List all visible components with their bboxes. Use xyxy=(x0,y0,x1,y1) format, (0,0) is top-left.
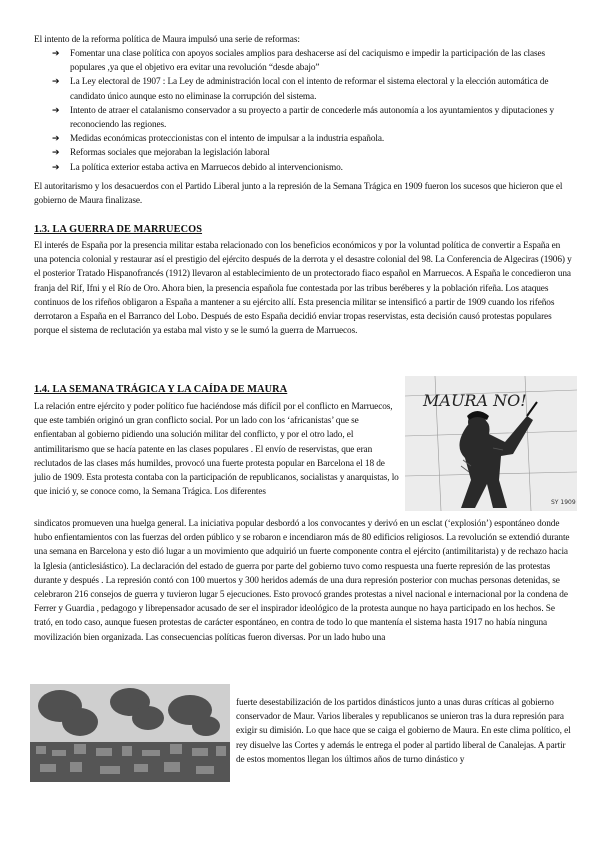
list-item: ➔ Reformas sociales que mejoraban la legislación laboral xyxy=(52,146,574,160)
maura-no-cartoon-image xyxy=(405,376,577,511)
right-arrow-icon: ➔ xyxy=(52,49,60,59)
outro-paragraph: El autoritarismo y los desacuerdos con el Partido Liberal junto a la represión de la Semana Trágica en 1909 fueron los sucesos que hicieron que el gobierno de Maura finalizase. xyxy=(34,182,563,207)
section-heading-semana-tragica: 1.4. LA SEMANA TRÁGICA Y LA CAÍDA DE MAURA xyxy=(34,384,288,395)
list-item: ➔ La política exterior estaba activa en Marruecos debido al intervencionismo. xyxy=(52,161,574,175)
right-arrow-icon: ➔ xyxy=(52,148,60,159)
right-arrow-icon: ➔ xyxy=(52,105,60,116)
section-heading-marruecos: 1.3. LA GUERRA DE MARRUECOS xyxy=(34,224,203,235)
right-arrow-icon: ➔ xyxy=(52,134,60,145)
reforms-list xyxy=(52,47,574,175)
list-item: ➔ Medidas económicas proteccionistas con el intento de impulsar a la industria española. xyxy=(52,132,574,146)
list-item: ➔ La Ley electoral de 1907 : La Ley de administración local con el intento de reformar el sistema electoral y la elección automática de candidato único aunque esto no eliminase la corrupción del sistema. xyxy=(52,77,549,102)
semana-tragica-paragraph-2: sindicatos promueven una huelga general. La iniciativa popular desbordó a los convocantes y derivó en un esclat (‘explosión’) espontáneo donde hubo enfientamientos con las fuerzas del orden público y se robaron e incendiaron más de 80 edificios religiosos. La revolución se extendió durante una semana en Barcelona y esto dió lugar a un movimiento que adquirió un fuerte componente contra el ejército (antimilitarista) y de rechazo hacia la Iglesia (anticlesiástico). La declaración del estado de guerra por parte del gobierno tuvo como respuesta una fuerte represión de las protestas durante y después . La represión contó con 100 muertos y 300 heridos además de una dura represión posterior con muchas personas detenidas, se celebraron 216 consejos de guerra y tuvieron lugar 5 ejecuciones. Esto provocó grandes protestas a nivel nacional e internacional por la condena de Ferrer y Guardia , pedagogo y librepensador acusado de ser el inspirador ideológico de la protesta aunque no haya participado en los hechos. Se trató, en todo caso, aunque fuesen protestas de carácter espontáneo, en contra de todo lo que mantenía el sistema hasta 1917 no había ninguna movilización bien organizada. Las consecuencias políticas fueron diversas. Por un lado hubo una xyxy=(34,519,570,643)
list-item: ➔ Intento de atraer el catalanismo conservador a su proyecto a partir de concederle más autonomía a los ayuntamientos y diputaciones y reconociendo las regiones. xyxy=(52,105,554,131)
right-arrow-icon: ➔ xyxy=(52,162,60,173)
intro-paragraph: El intento de la reforma política de Maura impulsó una serie de reformas: xyxy=(34,35,300,45)
marruecos-paragraph: El interés de España por la presencia militar estaba relacionado con los beneficios económicos y por la voluntad política de convertir a España en una potencia colonial y restaurar así el prestigio del ejército después de la derrota y el desastre colonial del 98. La Conferencia de Algeciras (1906) y el posterior Tratado Hispanofrancés (1912) llevaron al establecimiento de un protectorado fiaco español en Marruecos. A España le concedieron una franja del Rif, Ifni y el Río de Oro. Ahora bien, la presencia española fue contestada por las tribus beréberes y la población rifeña. Los ataques continuos de los rifeños obligaron a España a mantener a su ejército allí. Esta presencia militar se intensificó a partir de 1909 cuando los rifeños derrotaron a España en el Barranco del Lobo. Después de esto España decidió enviar tropas reservistas, esta decisión causó protestas populares porque el sistema de reclutación ya estaba mal visto y se le sumó la guerra de Marruecos. xyxy=(34,241,572,337)
semana-tragica-paragraph-1: La relación entre ejército y poder político fue haciéndose más difícil por el conflicto en Marruecos, que este también originó un gran conflicto social. Por un lado con los ‘africanistas’ que se enfientaban al gobierno pidiendo una solución militar del conflicto, y por el otro lado, el antimilitarismo que se hacía patente en las clases populares . El envío de reservistas, que eran reclutados de las clases más humildes, provocó una fuerte protesta popular en Barcelona el 18 de julio de 1909. Esta protesta contaba con la participación de republicanos, socialistas y anarquistas, lo que inició y, se conoce como, la Semana Trágica. Los diferentes xyxy=(34,402,399,498)
cartoon-wall-text: MAURA NO! xyxy=(423,391,527,410)
barcelona-smoke-photo xyxy=(30,684,230,782)
cartoon-signature: SY 1909 xyxy=(551,499,576,506)
list-item: ➔ Fomentar una clase política con apoyos sociales amplios para deshacerse así del caciquismo e impedir la participación de las clases populares ,ya que el objetivo era evitar una revolución “desde abajo” xyxy=(52,49,546,74)
semana-tragica-paragraph-3: fuerte desestabilización de los partidos dinásticos junto a unas duras críticas al gobierno conservador de Maur. Varios liberales y republicanos se unieron tras la dura represión para exigir su dimisión. Lo que hace que se caiga el gobierno de Maura. En este clima político, el rey disuelve las Cortes y además le entrega el poder al partido liberal de Canalejas. A partir de estos momentos llegan los últimos años de turno dinástico y xyxy=(236,698,571,765)
right-arrow-icon: ➔ xyxy=(52,77,60,88)
